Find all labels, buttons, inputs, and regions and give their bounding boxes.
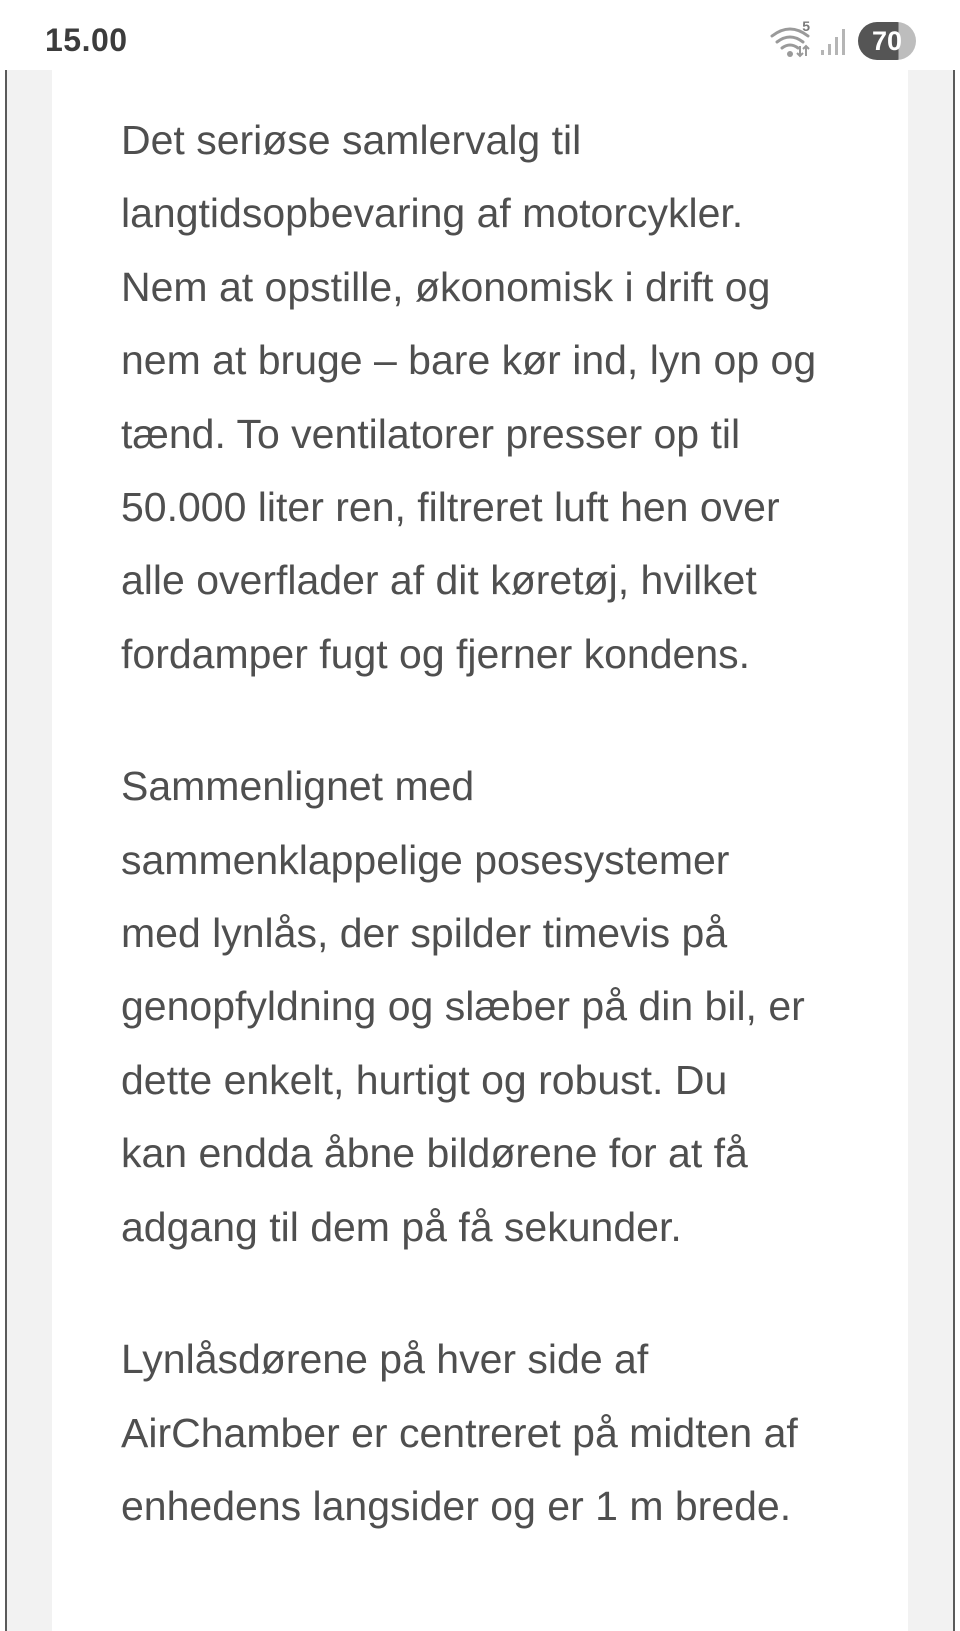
- wifi-icon: [770, 18, 810, 58]
- text-line: kan endda åbne bildørene for at få: [121, 1130, 748, 1177]
- text-line: tænd. To ventilatorer presser op til: [121, 410, 741, 457]
- content-card: [52, 70, 908, 1631]
- paragraph-1: [121, 104, 841, 691]
- text-line: alle overflader af dit køretøj, hvilket: [121, 557, 757, 604]
- text-line: sammenklappelige posesystemer: [121, 836, 730, 883]
- text-line: AirChamber er centreret på midten af: [121, 1409, 798, 1456]
- text-line: langtidsopbevaring af motorcykler.: [121, 190, 744, 237]
- text-line: Sammenlignet med: [121, 763, 475, 810]
- text-line: Det seriøse samlervalg til: [121, 117, 582, 163]
- paragraph-3: [121, 1323, 841, 1543]
- text-line: 50.000 liter ren, filtreret luft hen over: [121, 484, 780, 531]
- browser-page[interactable]: [5, 70, 955, 1631]
- text-line: fordamper fugt og fjerner kondens.: [121, 630, 751, 677]
- wifi-badge: 5: [802, 18, 810, 34]
- text-line: Nem at opstille, økonomisk i drift og: [121, 263, 771, 310]
- status-time: 15.00: [45, 22, 128, 58]
- status-bar: [0, 0, 960, 70]
- text-line: med lynlås, der spilder timevis på: [121, 910, 728, 957]
- text-line: enhedens langsider og er 1 m brede.: [121, 1482, 792, 1529]
- text-line: Lynlåsdørene på hver side af: [121, 1336, 649, 1383]
- text-line: adgang til dem på få sekunder.: [121, 1203, 682, 1250]
- paragraph-2: [121, 750, 841, 1264]
- text-line: genopfyldning og slæber på din bil, er: [121, 983, 805, 1030]
- text-line: dette enkelt, hurtigt og robust. Du: [121, 1056, 728, 1103]
- text-line: nem at bruge – bare kør ind, lyn op og: [121, 337, 817, 384]
- battery-indicator: 70: [858, 22, 916, 60]
- status-icons: [770, 18, 916, 60]
- signal-icon: [820, 26, 848, 56]
- article-body: [121, 104, 841, 1602]
